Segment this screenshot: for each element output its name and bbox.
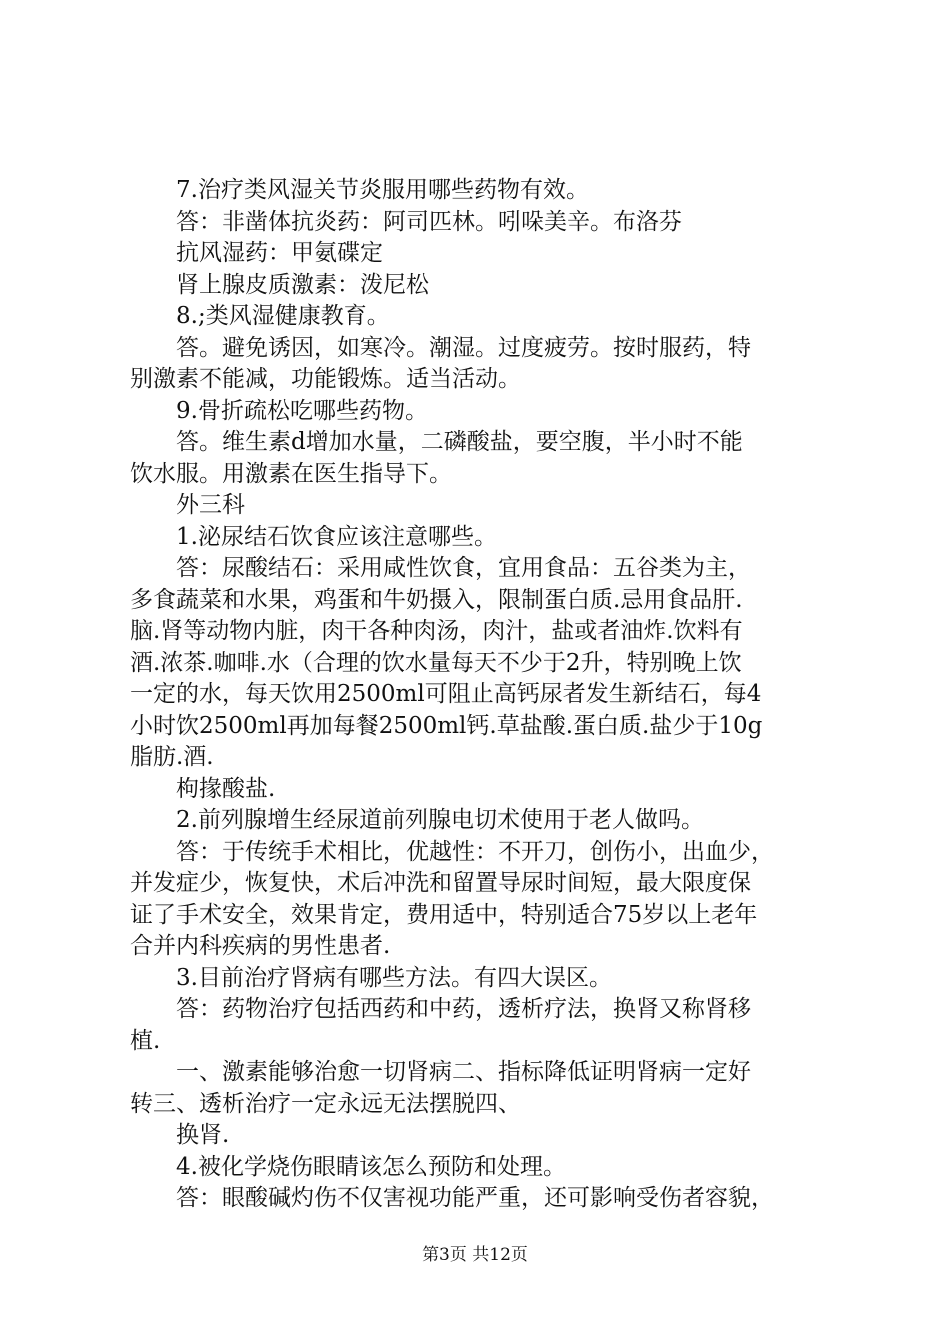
text-line: 一、激素能够治愈一切肾病二、指标降低证明肾病一定好 xyxy=(176,1059,751,1085)
document-body xyxy=(130,175,835,1215)
text-line: 脂肪.酒. xyxy=(130,744,214,770)
text-line: 并发症少，恢复快，术后冲洗和留置导尿时间短，最大限度保 xyxy=(130,870,751,896)
text-line: 脑.肾等动物内脏，肉干各种肉汤，肉汁，盐或者油炸.饮料有 xyxy=(130,618,743,644)
text-line: 饮水服。用激素在医生指导下。 xyxy=(130,460,452,487)
text-line: 答：非凿体抗炎药：阿司匹林。吲哚美辛。布洛芬 xyxy=(176,208,682,235)
text-line: 一定的水，每天饮用2500ml可阻止高钙尿者发生新结石，每4 xyxy=(130,681,762,707)
text-line: 答：眼酸碱灼伤不仅害视功能严重，还可影响受伤者容貌， xyxy=(176,1185,774,1211)
text-line: 8.;类风湿健康教育。 xyxy=(176,303,390,329)
section-heading: 外三科 xyxy=(176,492,245,518)
page-number-footer: 第3页 共12页 xyxy=(422,1245,528,1265)
text-line: 答。维生素d增加水量，二磷酸盐，要空腹，半小时不能 xyxy=(176,429,743,455)
text-line: 枸掾酸盐. xyxy=(176,775,276,802)
text-line: 答。避免诱因，如寒冷。潮湿。过度疲劳。按时服药，特 xyxy=(176,334,751,361)
text-line: 答：尿酸结石：采用咸性饮食，宜用食品：五谷类为主， xyxy=(176,555,751,581)
text-line: 1.泌尿结石饮食应该注意哪些。 xyxy=(176,523,497,550)
text-line: 酒.浓茶.咖啡.水（合理的饮水量每天不少于2升，特别晚上饮 xyxy=(130,649,742,676)
text-line: 3.目前治疗肾病有哪些方法。有四大误区。 xyxy=(176,964,612,991)
text-line: 9.骨折疏松吃哪些药物。 xyxy=(176,397,428,424)
text-line: 答：于传统手术相比，优越性：不开刀，创伤小，出血少， xyxy=(176,838,774,865)
text-line: 合并内科疾病的男性患者. xyxy=(130,933,391,959)
text-line: 抗风湿药：甲氨碟定 xyxy=(176,240,383,266)
text-line: 植. xyxy=(130,1027,161,1054)
text-line: 证了手术安全，效果肯定，费用适中，特别适合75岁以上老年 xyxy=(130,901,758,928)
text-line: 答：药物治疗包括西药和中药，透析疗法，换肾又称肾移 xyxy=(176,996,751,1022)
text-line: 多食蔬菜和水果，鸡蛋和牛奶摄入，限制蛋白质.忌用食品肝. xyxy=(130,586,743,613)
text-line: 肾上腺皮质激素：泼尼松 xyxy=(176,271,429,298)
text-line: 转三、透析治疗一定永远无法摆脱四、 xyxy=(130,1090,521,1117)
text-line: 7.治疗类风湿关节炎服用哪些药物有效。 xyxy=(176,177,589,203)
text-line: 别激素不能减，功能锻炼。适当活动。 xyxy=(130,366,521,392)
text-line: 4.被化学烧伤眼睛该怎么预防和处理。 xyxy=(176,1153,566,1180)
text-line: 小时饮2500ml再加每餐2500ml钙.草盐酸.蛋白质.盐少于10g xyxy=(130,712,763,739)
text-line: 2.前列腺增生经尿道前列腺电切术使用于老人做吗。 xyxy=(176,807,704,833)
text-line: 换肾. xyxy=(176,1122,230,1148)
